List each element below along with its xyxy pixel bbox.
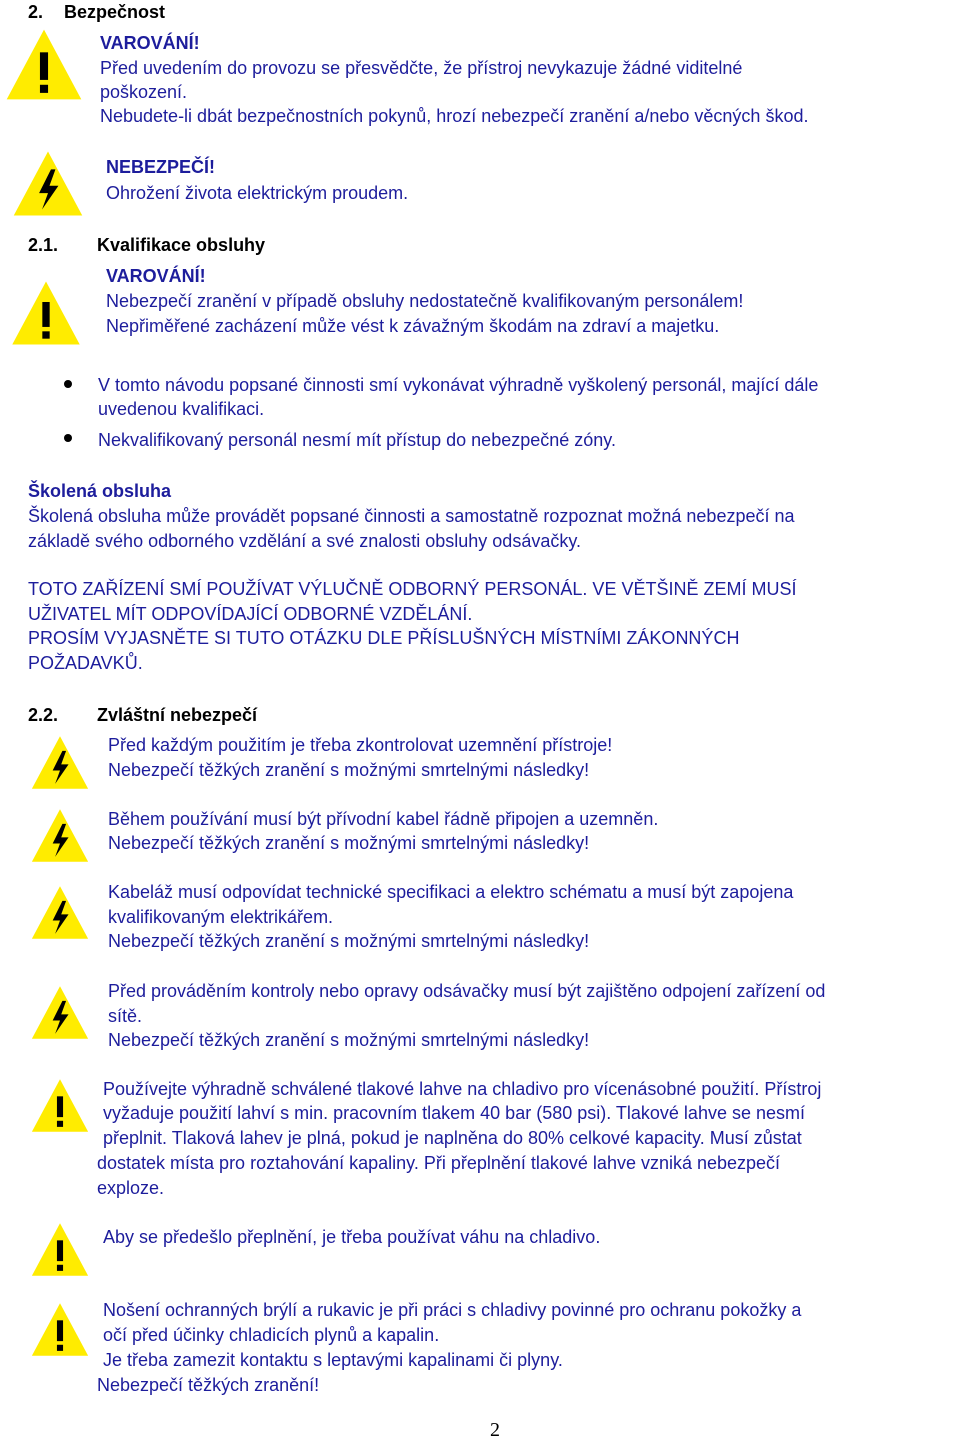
section-title: Bezpečnost <box>64 2 166 22</box>
trained-text-line: základě svého odborného vzdělání a své znalosti obsluhy odsávačky. <box>28 531 582 551</box>
warning-text-line: Před uvedením do provozu se přesvědčte, že přístroj nevykazuje žádné viditelné <box>100 58 743 78</box>
hazard-text-line: Je třeba zamezit kontaktu s leptavými kapalinami či plyny. <box>103 1350 563 1370</box>
warning-heading: VAROVÁNÍ! <box>100 33 200 53</box>
hazard-text-line: Před prováděním kontroly nebo opravy odsávačky musí být zajištěno odpojení zařízení od <box>108 981 826 1001</box>
lightning-warning-icon <box>30 985 90 1040</box>
hazard-text-line: Během používání musí být přívodní kabel řádně připojen a uzemněn. <box>108 809 659 829</box>
lightning-warning-icon <box>30 885 90 940</box>
danger-text: Ohrožení života elektrickým proudem. <box>106 183 409 203</box>
page-number: 2 <box>490 1419 500 1441</box>
hazard-text-line: Nebezpečí těžkých zranění s možnými smrtelnými následky! <box>108 760 590 780</box>
warning-heading: VAROVÁNÍ! <box>106 266 206 286</box>
trained-heading: Školená obsluha <box>28 481 172 501</box>
hazard-text-line: exploze. <box>97 1178 165 1198</box>
danger-heading: NEBEZPEČÍ! <box>106 157 216 177</box>
subsection-number: 2.1. <box>28 235 59 255</box>
bullet-icon <box>64 434 72 442</box>
bullet-text-line: V tomto návodu popsané činnosti smí vykonávat výhradně vyškolený personál, mající dále <box>98 375 819 395</box>
hazard-text-line: dostatek místa pro roztahování kapaliny. Při přeplnění tlakové lahve vzniká nebezpečí <box>97 1153 781 1173</box>
warning-text-line: poškození. <box>100 82 188 102</box>
warning-text-line: Nebudete-li dbát bezpečnostních pokynů, hrozí nebezpečí zranění a/nebo věcných škod. <box>100 106 809 126</box>
hazard-text-line: Aby se předešlo přeplnění, je třeba používat váhu na chladivo. <box>103 1227 601 1247</box>
hazard-text-line: Nebezpečí těžkých zranění s možnými smrtelnými následky! <box>108 931 590 951</box>
notice-line: POŽADAVKŮ. <box>28 653 143 673</box>
bullet-text-line: Nekvalifikovaný personál nesmí mít přístup do nebezpečné zóny. <box>98 430 616 450</box>
lightning-warning-icon <box>12 150 84 217</box>
lightning-warning-icon <box>30 735 90 790</box>
hazard-text-line: kvalifikovaným elektrikářem. <box>108 907 334 927</box>
exclamation-warning-icon <box>30 1078 90 1133</box>
notice-line: PROSÍM VYJASNĚTE SI TUTO OTÁZKU DLE PŘÍSLUŠNÝCH MÍSTNÍMI ZÁKONNÝCH <box>28 628 740 648</box>
subsection-title: Kvalifikace obsluhy <box>97 235 266 255</box>
hazard-text-line: přeplnit. Tlaková lahev je plná, pokud je naplněna do 80% celkové kapacity. Musí zůstat <box>103 1128 802 1148</box>
subsection-title: Zvláštní nebezpečí <box>97 705 258 725</box>
hazard-text-line: očí před účinky chladicích plynů a kapalin. <box>103 1325 440 1345</box>
hazard-text-line: Kabeláž musí odpovídat technické specifikaci a elektro schématu a musí být zapojena <box>108 882 794 902</box>
notice-line: TOTO ZAŘÍZENÍ SMÍ POUŽÍVAT VÝLUČNĚ ODBORNÝ PERSONÁL. VE VĚTŠINĚ ZEMÍ MUSÍ <box>28 579 797 599</box>
hazard-text-line: Nebezpečí těžkých zranění s možnými smrtelnými následky! <box>108 833 590 853</box>
hazard-text-line: Používejte výhradně schválené tlakové lahve na chladivo pro vícenásobné použití. Přístroj <box>103 1079 822 1099</box>
hazard-text-line: vyžaduje použití lahví s min. pracovním tlakem 40 bar (580 psi). Tlakové lahve se nesmí <box>103 1103 805 1123</box>
lightning-warning-icon <box>30 808 90 863</box>
hazard-text-line: Nošení ochranných brýlí a rukavic je při práci s chladivy povinné pro ochranu pokožky a <box>103 1300 802 1320</box>
bullet-text-line: uvedenou kvalifikaci. <box>98 399 265 419</box>
section-number: 2. <box>28 2 44 22</box>
exclamation-warning-icon <box>4 28 84 101</box>
bullet-icon <box>64 380 72 388</box>
trained-text-line: Školená obsluha může provádět popsané činnosti a samostatně rozpoznat možná nebezpečí na <box>28 506 795 526</box>
exclamation-warning-icon <box>10 280 82 346</box>
hazard-text-line: Nebezpečí těžkých zranění s možnými smrtelnými následky! <box>108 1030 590 1050</box>
exclamation-warning-icon <box>30 1222 90 1277</box>
exclamation-warning-icon <box>30 1302 90 1357</box>
warning-text-line: Nebezpečí zranění v případě obsluhy nedostatečně kvalifikovaným personálem! <box>106 291 744 311</box>
hazard-text-line: Nebezpečí těžkých zranění! <box>97 1375 320 1395</box>
notice-line: UŽIVATEL MÍT ODPOVÍDAJÍCÍ ODBORNÉ VZDĚLÁNÍ. <box>28 604 473 624</box>
warning-text-line: Nepřiměřené zacházení může vést k závažným škodám na zdraví a majetku. <box>106 316 720 336</box>
hazard-text-line: sítě. <box>108 1006 143 1026</box>
hazard-text-line: Před každým použitím je třeba zkontrolovat uzemnění přístroje! <box>108 735 613 755</box>
subsection-number: 2.2. <box>28 705 59 725</box>
